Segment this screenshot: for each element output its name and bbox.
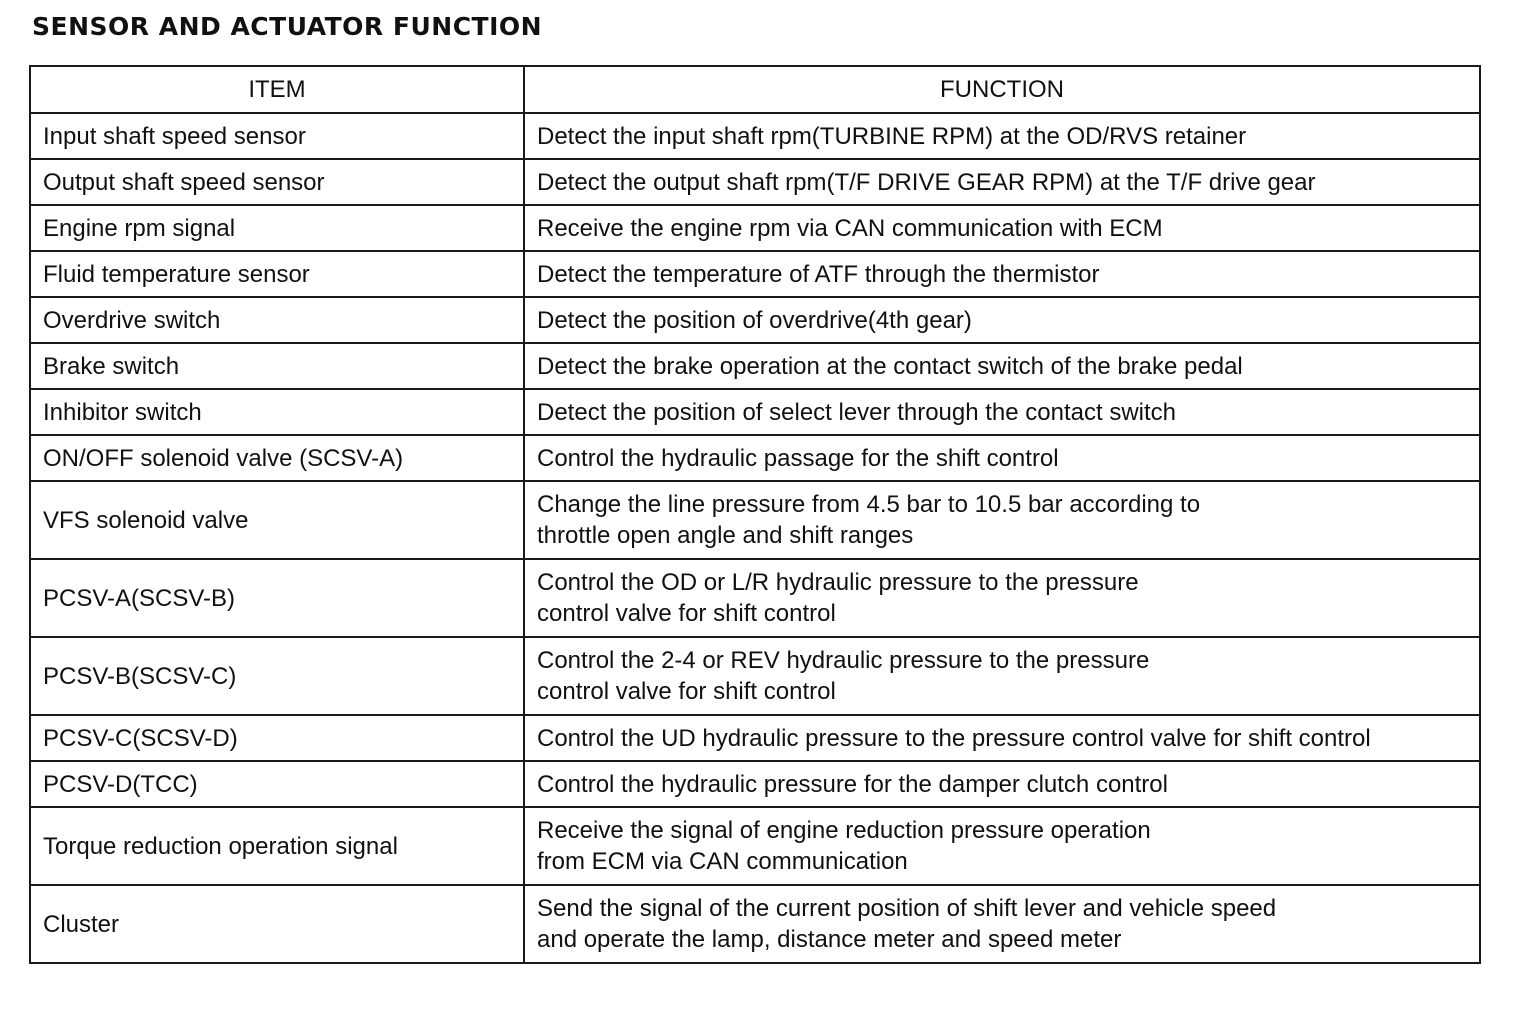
- function-cell: [524, 343, 1480, 389]
- function-text-line: Detect the position of select lever through the contact switch: [537, 398, 1177, 426]
- function-text-line: Receive the signal of engine reduction pressure operation: [537, 817, 1151, 844]
- function-text-line: Detect the input shaft rpm(TURBINE RPM) at the OD/RVS retainer: [537, 122, 1247, 150]
- function-text-line: control valve for shift control: [537, 678, 836, 705]
- table-header-row: [30, 66, 1480, 113]
- table-row: [30, 637, 1480, 715]
- column-header-function: FUNCTION: [524, 66, 1480, 113]
- table-row: [30, 113, 1480, 159]
- function-text-line: Receive the engine rpm via CAN communication with ECM: [537, 214, 1163, 242]
- item-cell: Fluid temperature sensor: [30, 251, 524, 297]
- function-text-line: Detect the temperature of ATF through the thermistor: [537, 260, 1100, 288]
- function-cell: [524, 481, 1480, 559]
- item-cell: Input shaft speed sensor: [30, 113, 524, 159]
- table-row: [30, 885, 1480, 963]
- function-text-line: Detect the position of overdrive(4th gear): [537, 306, 972, 334]
- table-row: [30, 159, 1480, 205]
- item-cell: PCSV-D(TCC): [30, 761, 524, 807]
- item-cell: Cluster: [30, 885, 524, 963]
- table-row: [30, 251, 1480, 297]
- table-row: [30, 481, 1480, 559]
- function-cell: [524, 885, 1480, 963]
- item-cell: PCSV-A(SCSV-B): [30, 559, 524, 637]
- function-cell: [524, 159, 1480, 205]
- function-text-line: Control the 2-4 or REV hydraulic pressure to the pressure: [537, 647, 1150, 674]
- function-text-line: Send the signal of the current position of shift lever and vehicle speed: [537, 895, 1277, 922]
- table-row: [30, 343, 1480, 389]
- function-text-line: and operate the lamp, distance meter and speed meter: [537, 926, 1122, 953]
- function-cell: [524, 715, 1480, 761]
- function-text-line: Change the line pressure from 4.5 bar to 10.5 bar according to: [537, 491, 1201, 518]
- table-row: [30, 389, 1480, 435]
- function-cell: [524, 113, 1480, 159]
- table-row: [30, 559, 1480, 637]
- sensor-actuator-table: [29, 65, 1481, 964]
- function-text-line: Control the OD or L/R hydraulic pressure to the pressure: [537, 569, 1139, 596]
- function-text-line: Detect the output shaft rpm(T/F DRIVE GEAR RPM) at the T/F drive gear: [537, 168, 1316, 196]
- item-cell: Engine rpm signal: [30, 205, 524, 251]
- item-cell: Torque reduction operation signal: [30, 807, 524, 885]
- item-cell: Inhibitor switch: [30, 389, 524, 435]
- item-cell: Overdrive switch: [30, 297, 524, 343]
- function-cell: [524, 637, 1480, 715]
- item-cell: Output shaft speed sensor: [30, 159, 524, 205]
- function-cell: [524, 435, 1480, 481]
- function-cell: [524, 559, 1480, 637]
- function-cell: [524, 251, 1480, 297]
- function-text-line: Control the hydraulic passage for the shift control: [537, 444, 1059, 472]
- table-row: [30, 435, 1480, 481]
- function-text-line: throttle open angle and shift ranges: [537, 522, 914, 549]
- item-cell: VFS solenoid valve: [30, 481, 524, 559]
- page-title: SENSOR AND ACTUATOR FUNCTION: [32, 12, 543, 41]
- item-cell: Brake switch: [30, 343, 524, 389]
- function-text-line: Detect the brake operation at the contact switch of the brake pedal: [537, 352, 1243, 380]
- item-cell: PCSV-B(SCSV-C): [30, 637, 524, 715]
- table-body: [30, 113, 1480, 963]
- table-row: [30, 205, 1480, 251]
- function-cell: [524, 297, 1480, 343]
- item-cell: PCSV-C(SCSV-D): [30, 715, 524, 761]
- function-text-line: Control the hydraulic pressure for the damper clutch control: [537, 770, 1168, 798]
- column-header-item: ITEM: [30, 66, 524, 113]
- function-cell: [524, 761, 1480, 807]
- function-cell: [524, 807, 1480, 885]
- table-row: [30, 807, 1480, 885]
- table-row: [30, 297, 1480, 343]
- function-text-line: control valve for shift control: [537, 600, 836, 627]
- function-cell: [524, 389, 1480, 435]
- function-cell: [524, 205, 1480, 251]
- item-cell: ON/OFF solenoid valve (SCSV-A): [30, 435, 524, 481]
- table-row: [30, 761, 1480, 807]
- function-text-line: Control the UD hydraulic pressure to the pressure control valve for shift control: [537, 724, 1371, 752]
- table-row: [30, 715, 1480, 761]
- function-text-line: from ECM via CAN communication: [537, 848, 908, 875]
